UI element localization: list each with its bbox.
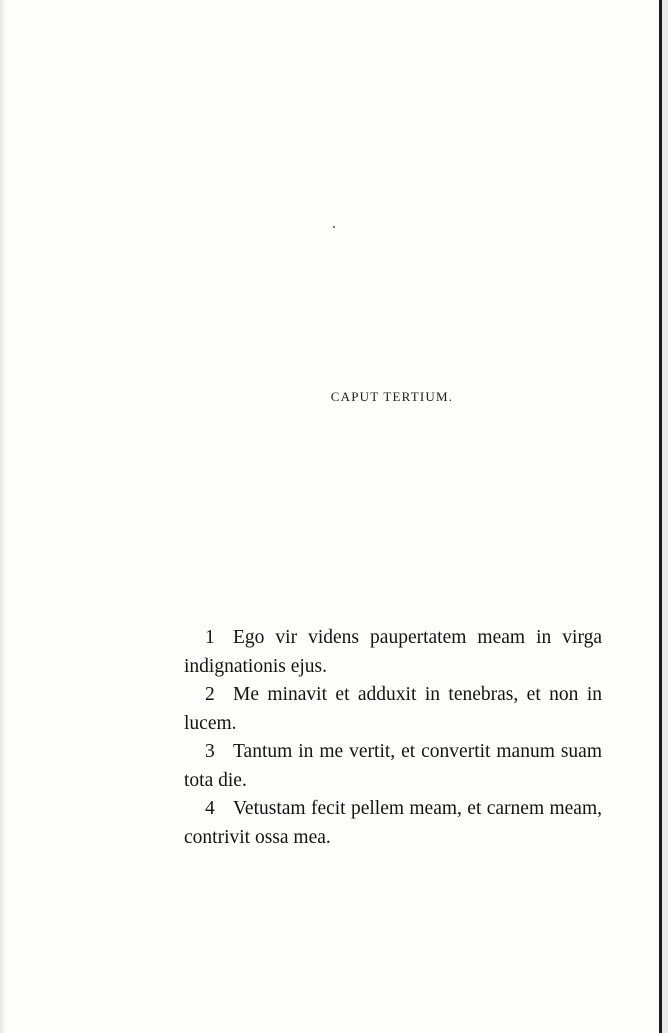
verse xyxy=(184,624,602,681)
verse xyxy=(184,681,602,738)
page-edge-margin xyxy=(662,0,668,1033)
page-edge-border xyxy=(659,0,662,1033)
verse-number: 2 xyxy=(205,684,215,705)
verse-block xyxy=(184,624,602,852)
verse-text: Vetustam fecit pellem meam, et carnem meam, contrivit ossa mea. xyxy=(184,798,602,848)
verse xyxy=(184,738,602,795)
verse-number: 3 xyxy=(205,741,215,762)
verse-number: 4 xyxy=(205,798,215,819)
verse-text: Tantum in me vertit, et convertit manum suam tota die. xyxy=(184,741,602,791)
verse xyxy=(184,795,602,852)
verse-number: 1 xyxy=(205,627,215,648)
ink-speck xyxy=(333,226,335,228)
chapter-heading: CAPUT TERTIUM. xyxy=(330,389,454,404)
verse-text: Me minavit et adduxit in tenebras, et non in lucem. xyxy=(184,684,602,734)
page-gutter-shadow xyxy=(0,0,6,1033)
verse-text: Ego vir videns paupertatem meam in virga indignationis ejus. xyxy=(184,627,602,677)
